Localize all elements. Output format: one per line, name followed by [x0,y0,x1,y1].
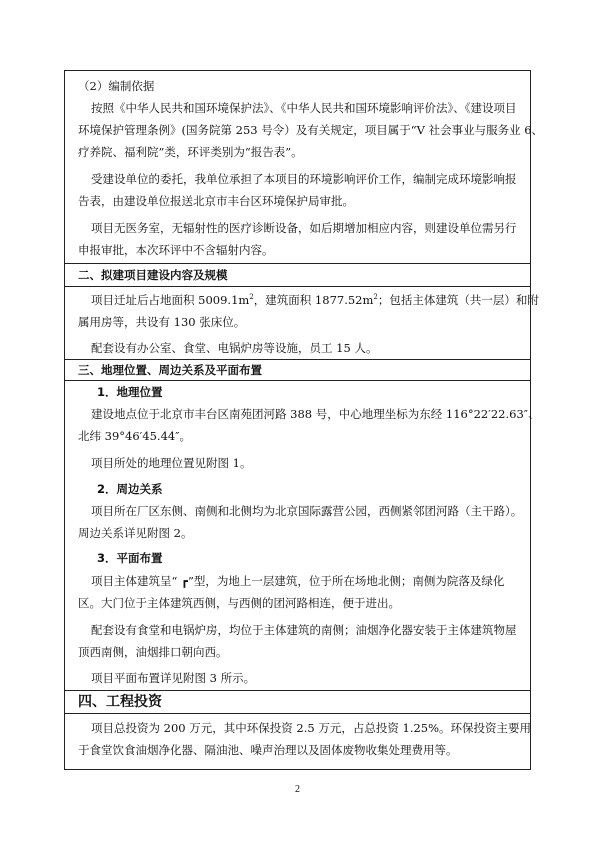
paragraph-line: 周边关系详见附图 2。 [78,526,193,540]
paragraph-line: 配套设有食堂和电锅炉房，均位于主体建筑的南侧；油烟净化器安装于主体建筑物屋 [91,623,517,637]
paragraph-line: 告表，由建设单位报送北京市丰台区环境保护局审批。 [78,194,354,208]
paragraph-line: 于食堂饮食油烟净化器、隔油池、噪声治理以及固体废物收集处理费用等。 [78,743,458,757]
row-divider [65,263,530,264]
paragraph-line: 配套设有办公室、食堂、电锅炉房等设施，员工 15 人。 [91,341,378,355]
row-divider [65,690,530,691]
subsection-heading: 3．平面布置 [97,551,163,565]
paragraph-line: 项目总投资为 200 万元，其中环保投资 2.5 万元，占总投资 1.25%。环保投资主要用 [91,721,532,735]
paragraph-line: 顶西南侧，油烟排口朝向西。 [78,645,228,659]
paragraph-line: 建设地点位于北京市丰台区南苑团河路 388 号，中心地理坐标为东经 116°22′22.63″、 [91,407,540,421]
paragraph-line: 环境保护管理条例》(国务院第 253 号令）及有关规定，项目属于“V 社会事业与服务业 6、 [78,123,544,137]
paragraph-line: 按照《中华人民共和国环境保护法》、《中华人民共和国环境影响评价法》、《建设项目 [91,101,517,115]
paragraph-line: 项目平面布置详见附图 3 所示。 [91,671,256,685]
paragraph-line: 项目所处的地理位置见附图 1。 [91,456,252,470]
row-divider [65,713,530,714]
page-number: 2 [295,784,300,795]
paragraph-line: 项目所在厂区东侧、南侧和北侧均为北京国际露营公园，西侧紧邻团河路（主干路）。 [91,504,523,518]
paragraph-line: 项目主体建筑呈“ ┏”型，为地上一层建筑，位于所在场地北侧；南侧为院落及绿化 [91,574,505,588]
paragraph-line: 申报审批，本次环评中不含辐射内容。 [78,243,274,257]
subsection-heading: （2）编制依据 [78,79,155,93]
row-divider [65,286,530,287]
row-divider [65,359,530,360]
subsection-heading: 2．周边关系 [97,482,163,496]
paragraph-line: 区。大门位于主体建筑西侧，与西侧的团河路相连，便于进出。 [78,596,400,610]
section-heading: 二、拟建项目建设内容及规模 [78,268,228,282]
paragraph-line: 疗养院、福利院”类，环评类别为“报告表”。 [78,145,303,159]
paragraph-line: 北纬 39°46′45.44″。 [78,429,192,443]
paragraph-line: 受建设单位的委托，我单位承担了本项目的环境影响评价工作，编制完成环境影响报 [91,172,517,186]
paragraph-line: 项目迁址后占地面积 $5009.1m^2$，建筑面积 $1877.52m^2$；包括主体建筑（共一层）和附 [91,293,539,307]
subsection-heading: 1．地理位置 [97,385,163,399]
content-table [64,70,544,770]
section-heading: 三、地理位置、周边关系及平面布置 [78,363,262,377]
row-divider [65,380,530,381]
section-heading: 四、工程投资 [78,694,162,710]
paragraph-line: 属用房等，共设有 130 张床位。 [78,315,246,329]
paragraph-line: 项目无医务室，无辐射性的医疗诊断设备，如后期增加相应内容，则建设单位需另行 [91,221,517,235]
